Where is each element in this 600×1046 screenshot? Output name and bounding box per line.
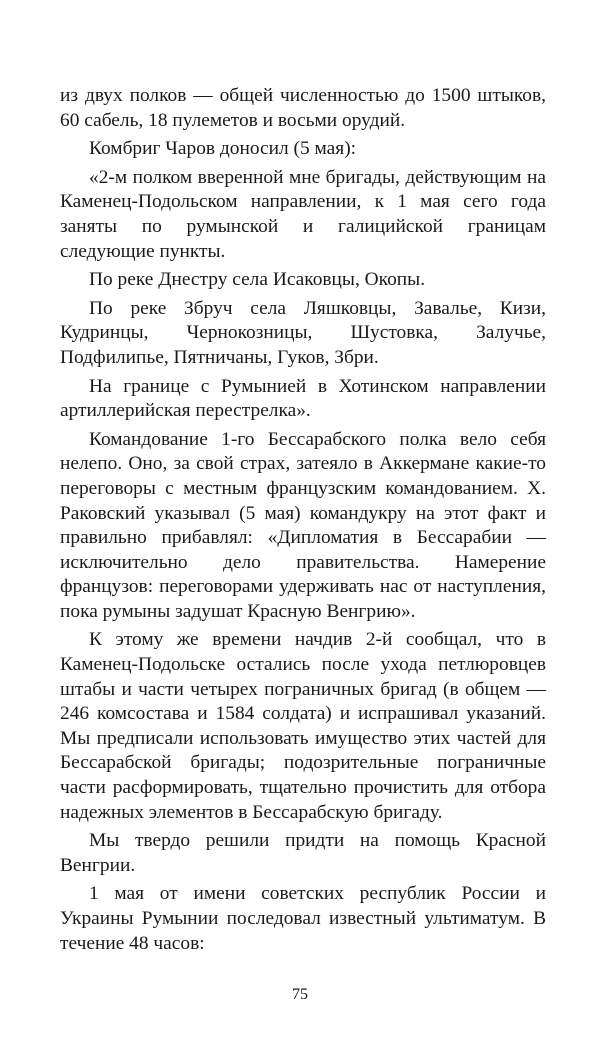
paragraph-9: Мы твердо решили придти на помощь Красной Венгрии.: [60, 830, 546, 876]
page-number: 75: [292, 986, 308, 1003]
paragraph-3: «2-м полком вверенной мне бригады, действующим на Каменец-Подольском направлении, к 1 мая сего года заняты по румынской и галицийской границам следующие пункты.: [60, 166, 546, 262]
paragraph-1: из двух полков — общей численностью до 1500 штыков, 60 сабель, 18 пулеметов и восьми орудий.: [60, 85, 546, 131]
paragraph-4: По реке Днестру села Исаковцы, Окопы.: [89, 269, 426, 291]
paragraph-5: По реке Збруч села Ляшковцы, Завалье, Кизи, Кудринцы, Чернокозницы, Шустовка, Залучье, Подфилипье, Пятничаны, Гуков, Збри.: [60, 297, 546, 368]
paragraph-10: 1 мая от имени советских республик России и Украины Румынии последовал известный ультиматум. В течение 48 часов:: [60, 883, 546, 954]
page-body: [60, 84, 546, 960]
paragraph-6: На границе с Румынией в Хотинском направлении артиллерийская перестрелка».: [60, 375, 546, 422]
paragraph-2: Комбриг Чаров доносил (5 мая):: [89, 138, 357, 160]
paragraph-7: Командование 1-го Бессарабского полка вело себя нелепо. Оно, за свой страх, затеяло в Аккермане какие-то переговоры с местным французским командованием. Х. Раковский указывал (5 мая) командукру на этот факт и правильно прибавлял: «Дипломатия в Бессарабии — исключительно дело правительства. Намерение французов: переговорами удерживать нас от наступления, пока румыны задушат Красную Венгрию».: [60, 428, 546, 622]
paragraph-8: К этому же времени начдив 2-й сообщал, что в Каменец-Подольске остались после ухода петлюровцев штабы и части четырех пограничных бригад (в общем — 246 комсостава и 1584 солдата) и испрашивал указаний. Мы предписали использовать имущество этих частей для Бессарабской бригады; подозрительные пограничные части расформировать, тщательно прочистить для отбора надежных элементов в Бессарабскую бригаду.: [60, 629, 546, 823]
